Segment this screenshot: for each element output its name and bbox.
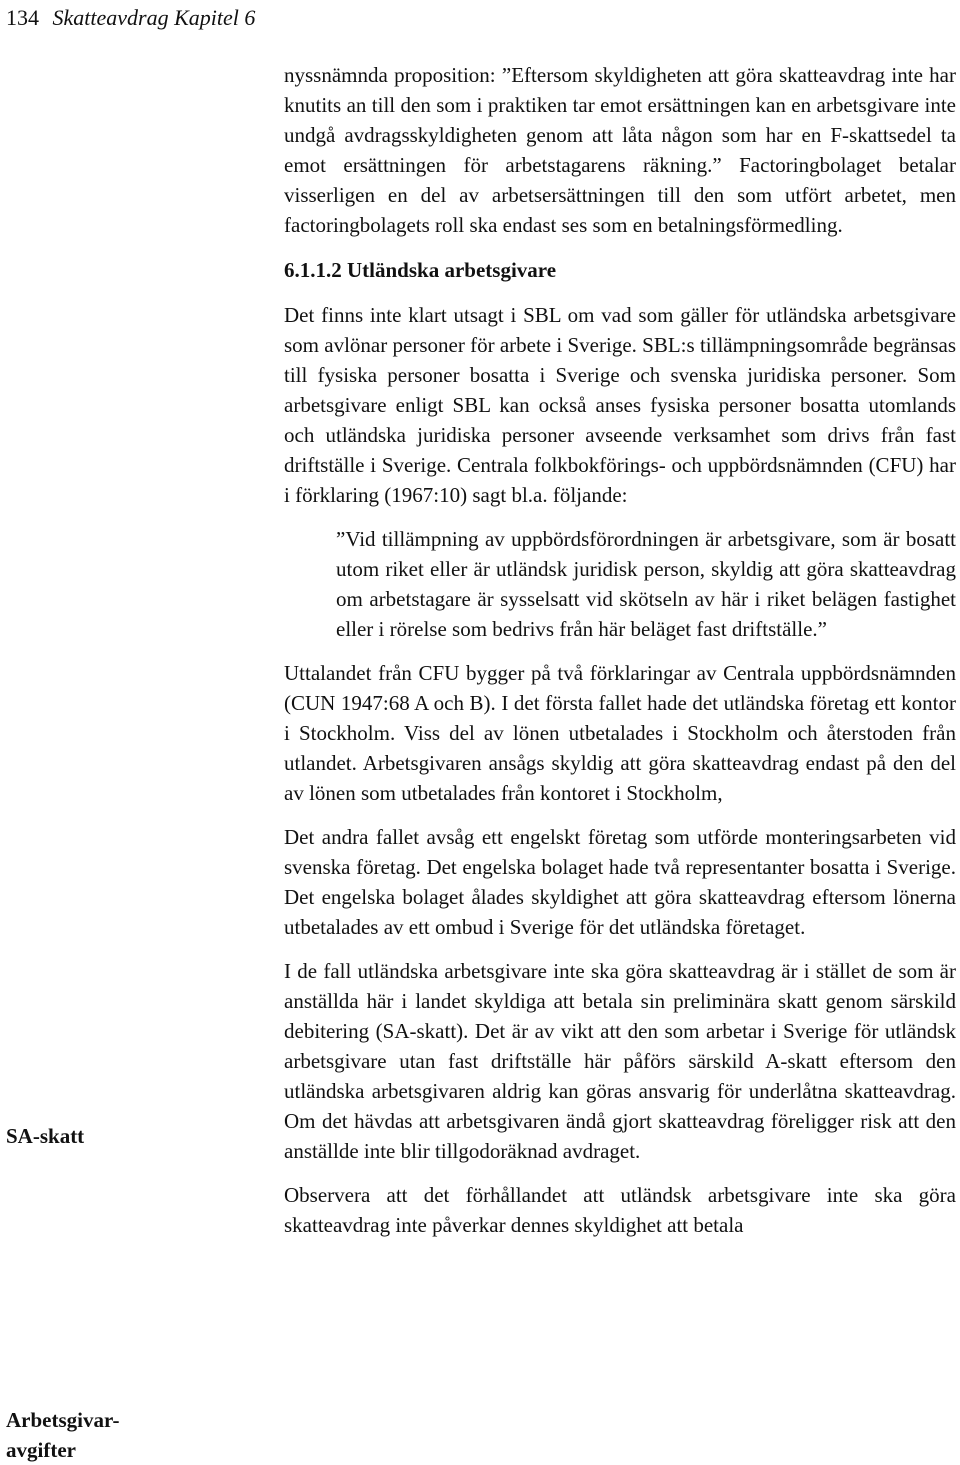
- main-text: [284, 60, 956, 1240]
- page-header: [6, 4, 255, 32]
- paragraph-sa-skatt: I de fall utländska arbetsgivare inte ska göra skatteavdrag är i stället de som är anställda här i landet skyldiga att betala sin preliminära skatt genom särskild debitering (SA-skatt). Det är av vikt att den som arbetar i Sverige för utländsk arbetsgivare utan fast driftställe här påförs särskild A-skatt eftersom den utländska arbetsgivaren aldrig kan göras ansvarig för underlåtna skatteavdrag. Om det hävdas att arbetsgivaren ändå gjort skatteavdrag föreligger risk att den anställde inte blir tillgodoräknad avdraget.: [284, 959, 956, 1163]
- paragraph-proposition: nyssnämnda proposition: ”Eftersom skyldigheten att göra skatteavdrag inte har knutits an till den som i praktiken tar emot ersättningen kan en arbetsgivare inte undgå avdragsskyldigheten genom att låta någon som har en F-skattsedel ta emot ersättningen för arbetstagarens räkning.” Factoringbolaget betalar visserligen en del av arbetsersättningen till den som utfört arbetet, men factoringbolagets roll ska endast ses som en betalningsförmedling.: [284, 63, 956, 237]
- paragraph-second-case: Det andra fallet avsåg ett engelskt företag som utförde monteringsarbeten vid svenska företag. Det engelska bolaget hade två representanter bosatta i Sverige. Det engelska bolaget ålades skyldighet att göra skatteavdrag eftersom lönerna utbetalades av ett ombud i Sverige för det utländska företaget.: [284, 825, 956, 939]
- section-heading: 6.1.1.2 Utländska arbetsgivare: [284, 258, 557, 282]
- margin-note-sa-skatt: SA-skatt: [6, 1124, 85, 1148]
- paragraph-arbetsgivaravgifter: Observera att det förhållandet att utländsk arbetsgivare inte ska göra skatteavdrag inte påverkar dennes skyldighet att betala: [284, 1183, 956, 1237]
- page-number: 134: [6, 5, 39, 30]
- margin-note-arbetsgivaravgifter: Arbetsgivar- avgifter: [6, 1408, 120, 1462]
- running-title: Skatteavdrag Kapitel 6: [52, 5, 256, 30]
- block-quote: ”Vid tillämpning av uppbördsförordningen är arbetsgivare, som är bosatt utom riket eller är utländsk juridisk person, skyldig att göra skatteavdrag om arbetstagare är sysselsatt vid skötseln av här i riket belägen fastighet eller i rörelse som bedrivs från här beläget fast driftställe.”: [336, 527, 956, 641]
- paragraph-cfu-statement: Uttalandet från CFU bygger på två förklaringar av Centrala uppbördsnämnden (CUN 1947:68 A och B). I det första fallet hade det utländska företag ett kontor i Stockholm. Viss del av lönen utbetalades i Stockholm och återstoden från utlandet. Arbetsgivaren ansågs skyldig att göra skatteavdrag endast på den del av lönen som utbetalades från kontoret i Stockholm,: [284, 661, 956, 805]
- paragraph-foreign-employers: Det finns inte klart utsagt i SBL om vad som gäller för utländska arbetsgivare som avlönar personer för arbete i Sverige. SBL:s tillämpningsområde begränsas till fysiska personer bosatta i Sverige och svenska juridiska personer. Som arbetsgivare enligt SBL kan också anses fysiska personer bosatta utomlands och utländska juridiska personer avseende verksamhet som drivs från fast driftställe i Sverige. Centrala folkbokförings- och uppbördsnämnden (CFU) har i förklaring (1967:10) sagt bl.a. följande:: [284, 303, 956, 507]
